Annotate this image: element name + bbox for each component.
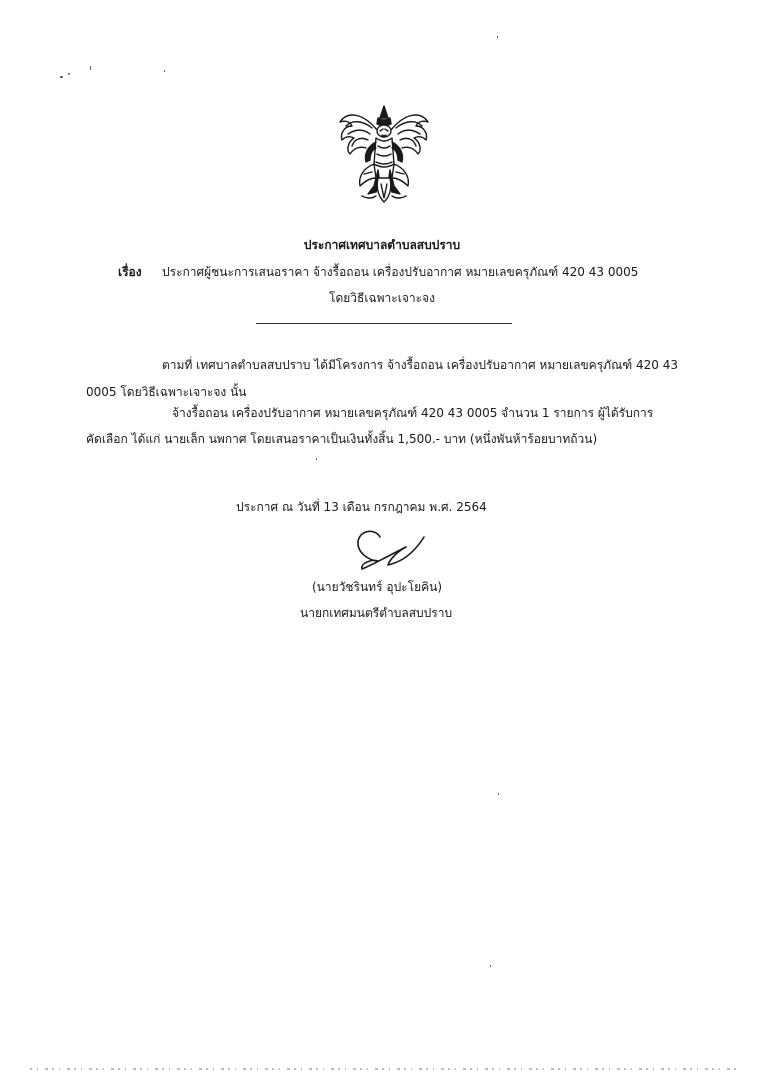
signer-title: นายกเทศมนตรีตำบลสบปราบ [300,606,453,620]
separator-line [256,323,512,324]
scan-speck [90,66,91,70]
signer-name: (นายวัชรินทร์ อุปะโยคิน) [312,580,443,594]
paragraph-2-line-1: จ้างรื้อถอน เครื่องปรับอากาศ หมายเลขครุภัณฑ์ 420 43 0005 จำนวน 1 รายการ ผู้ได้รับการ [172,406,654,420]
paragraph-1-line-2: 0005 โดยวิธีเฉพาะเจาะจง นั้น [86,385,247,399]
subject-method: โดยวิธีเฉพาะเจาะจง [329,291,435,305]
handwritten-signature-icon [350,525,430,573]
paragraph-1-line-1: ตามที่ เทศบาลตำบลสบปราบ ได้มีโครงการ จ้างรื้อถอน เครื่องปรับอากาศ หมายเลขครุภัณฑ์ 420 43 [162,358,678,372]
scan-speck [68,73,70,75]
scan-speck [498,793,499,795]
garuda-emblem-icon [334,104,434,208]
scan-speck [316,458,317,460]
scan-speck [60,76,63,78]
paragraph-2-line-2: คัดเลือก ได้แก่ นายเล็ก นพกาศ โดยเสนอราคาเป็นเงินทั้งสิ้น 1,500.- บาท (หนึ่งพันห้าร้อยบาทถ้วน) [86,432,598,446]
subject-text: ประกาศผู้ชนะการเสนอราคา จ้างรื้อถอน เครื่องปรับอากาศ หมายเลขครุภัณฑ์ 420 43 0005 [162,265,639,279]
document-title: ประกาศเทศบาลตำบลสบปราบ [303,238,461,252]
scan-edge-marks [0,1066,764,1072]
scan-speck [490,965,491,967]
scan-speck [497,36,498,38]
announcement-date: ประกาศ ณ วันที่ 13 เดือน กรกฎาคม พ.ศ. 2564 [236,500,487,514]
scan-speck [164,70,165,72]
subject-label: เรื่อง [118,265,142,279]
